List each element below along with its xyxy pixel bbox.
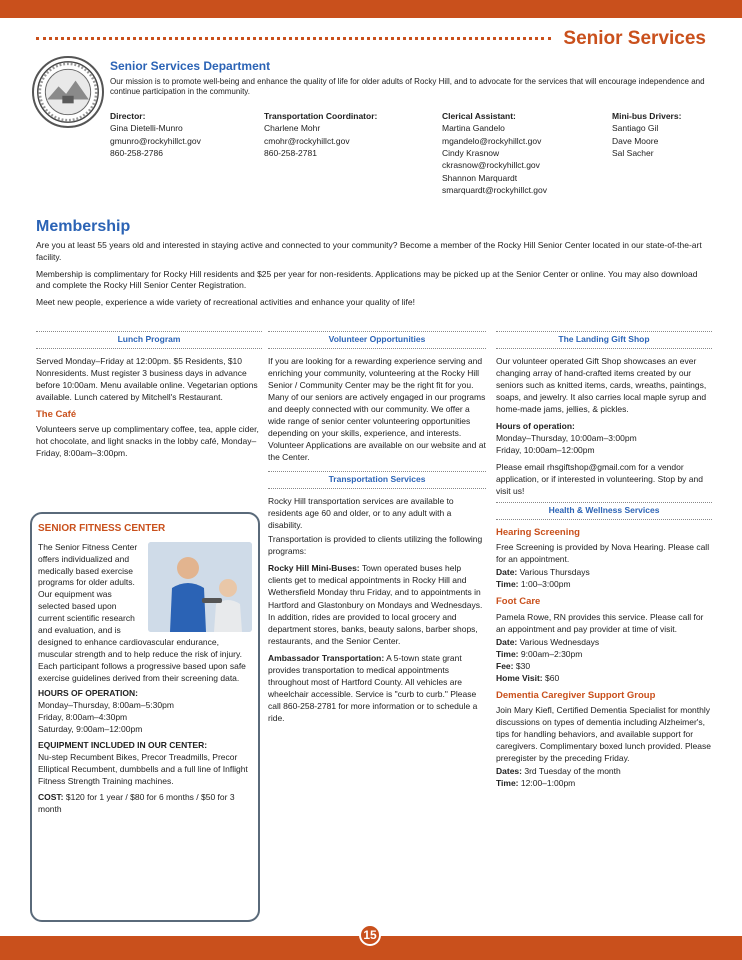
- fitness-equipment-heading: EQUIPMENT INCLUDED IN OUR CENTER:: [38, 740, 208, 751]
- gift-hours-heading: Hours of operation:: [496, 421, 575, 432]
- transportation-text: Rocky Hill transportation services are available to residents age 60 and older, or to any adult with a disability.: [268, 496, 454, 531]
- senior-fitness-center-box: [30, 512, 260, 922]
- header-dotted-rule: [36, 37, 551, 40]
- lunch-program-heading: Lunch Program: [36, 331, 262, 349]
- staff-line: Sal Sacher: [612, 147, 654, 158]
- gift-contact-text: Please email rhsgiftshop@gmail.com for a vendor application, or if interested in volunteering. Stop by and visit us!: [496, 462, 703, 497]
- staff-role: Mini-bus Drivers:: [612, 111, 682, 121]
- fitness-photo: [148, 542, 252, 632]
- staff-director: [110, 110, 260, 159]
- column-right: [496, 328, 712, 795]
- page-title: Senior Services: [563, 28, 706, 49]
- fitness-hours-line: Saturday, 9:00am–12:00pm: [38, 724, 143, 735]
- membership-title: Membership: [36, 218, 131, 235]
- gift-shop-text: Our volunteer operated Gift Shop showcases an ever changing array of hand-crafted items created by our seniors such as knitted items, cards, wreaths, paintings, soaps, and jewelry. It also carries local maple syrup and home-made jams, jellies, & pickles.: [496, 355, 707, 414]
- top-accent-bar: [0, 0, 742, 18]
- fitness-cost-text: $120 for 1 year / $80 for 6 months / $50 for 3 month: [38, 791, 235, 814]
- town-seal-logo: [32, 56, 104, 128]
- staff-role: Clerical Assistant:: [442, 111, 516, 121]
- gift-hours-line: Friday, 10:00am–12:00pm: [496, 445, 595, 456]
- hearing-date-label: Date:: [496, 567, 518, 578]
- gift-shop-heading: The Landing Gift Shop: [496, 331, 712, 349]
- minibus-text: Town operated buses help clients get to medical appointments in Rocky Hill and Wethersfield Monday thru Friday, and to appointments in Hartford and Glastonbury on Mondays and Wednesdays. In addition, rides are provided to local grocery and department stores, banks, beauty salons, barber shops, restaurants, and the Senior Center.: [268, 563, 483, 646]
- membership-paragraph: Meet new people, experience a wide variety of recreational activities and enhance your quality of life!: [36, 296, 415, 307]
- cafe-text: Volunteers serve up complimentary coffee, tea, apple cider, hot chocolate, and light snacks in the lobby café, Monday–Friday, 8:00am–3:00pm.: [36, 424, 259, 459]
- staff-line: Shannon Marquardt: [442, 172, 518, 183]
- foot-home-visit-label: Home Visit:: [496, 672, 543, 683]
- volunteer-text: If you are looking for a rewarding experience serving and enriching your community, volunteering at the Rocky Hill Senior / Community Center may be the right fit for you. Many of our seniors are actively engaged in our programs and deeply connected with our community. We offer a wide range of senior center volunteering opportunities depending on your skills, experience, and interests. Volunteer Applications are available on our website and at the Center.: [268, 355, 486, 463]
- foot-fee: $30: [515, 660, 531, 671]
- hearing-heading: Hearing Screening: [496, 527, 580, 539]
- ambassador-label: Ambassador Transportation:: [268, 652, 385, 663]
- foot-home-visit: $60: [544, 672, 560, 683]
- dementia-heading: Dementia Caregiver Support Group: [496, 689, 656, 701]
- hearing-text: Free Screening is provided by Nova Hearing. Please call for an appointment.: [496, 542, 710, 565]
- staff-email-link[interactable]: mgandelo@rockyhillct.gov: [442, 135, 542, 146]
- health-wellness-heading: Health & Wellness Services: [496, 502, 712, 520]
- staff-line: Dave Moore: [612, 135, 659, 146]
- foot-fee-label: Fee:: [496, 660, 514, 671]
- staff-email-link[interactable]: cmohr@rockyhillct.gov: [264, 135, 350, 146]
- fitness-equipment-text: Nu-step Recumbent Bikes, Precor Treadmills, Precor Elliptical Recumbent, dumbbells and a full line of Inflight Fitness Strength Training machines.: [38, 751, 248, 786]
- lunch-program-text: Served Monday–Friday at 12:00pm. $5 Residents, $10 Nonresidents. Must register 3 business days in advance before 10:00am. Menu available online. Vegetarian options available. Lunch catered by Mitchell's Restaurant.: [36, 355, 258, 402]
- column-middle: [268, 328, 486, 729]
- transportation-text: Transportation is provided to clients utilizing the following programs:: [268, 534, 483, 557]
- page-number: 15: [359, 924, 381, 946]
- gift-hours-line: Monday–Thursday, 10:00am–3:00pm: [496, 433, 637, 444]
- staff-email-link[interactable]: smarquardt@rockyhillct.gov: [442, 184, 547, 195]
- staff-line: Charlene Mohr: [264, 123, 321, 134]
- staff-transportation-coordinator: [264, 110, 434, 159]
- transportation-heading: Transportation Services: [268, 471, 486, 489]
- membership-paragraph: Are you at least 55 years old and interested in staying active and connected to your community? Become a member of the Rocky Hill Senior Center located in our state-of-the-art facility.: [36, 240, 702, 262]
- foot-time: 9:00am–2:30pm: [520, 648, 583, 659]
- staff-line: Santiago Gil: [612, 123, 659, 134]
- fitness-cost-label: COST:: [38, 791, 64, 802]
- volunteer-heading: Volunteer Opportunities: [268, 331, 486, 349]
- foot-care-heading: Foot Care: [496, 596, 541, 608]
- department-mission: Our mission is to promote well-being and enhance the quality of life for older adults of Rocky Hill, and to advocate for the services that will encourage independence and continue participation in the community.: [110, 76, 705, 96]
- column-left: [36, 328, 262, 464]
- staff-line: Gina Dietelli-Munro: [110, 123, 183, 134]
- staff-role: Transportation Coordinator:: [264, 111, 378, 121]
- fitness-hours-heading: HOURS OF OPERATION:: [38, 688, 138, 699]
- dementia-dates-label: Dates:: [496, 766, 522, 777]
- fitness-hours-line: Monday–Thursday, 8:00am–5:30pm: [38, 700, 174, 711]
- fitness-hours-line: Friday, 8:00am–4:30pm: [38, 712, 128, 723]
- staff-line: Martina Gandelo: [442, 123, 505, 134]
- page-header: [36, 26, 706, 48]
- dementia-text: Join Mary Kiefl, Certified Dementia Specialist for monthly discussions on types of dementia including Alzheimer's, tips for handling behaviors, and available support for caregivers. Complimentary boxed lunch provided. Please preregister by the preceding Friday.: [496, 705, 711, 764]
- hearing-date: Various Thursdays: [519, 567, 590, 578]
- fitness-trainer-image-icon: [148, 542, 252, 632]
- foot-date: Various Wednesdays: [519, 636, 600, 647]
- ambassador-text: A 5-town state grant provides transportation to medical appointments throughout most of Hartford County. All vehicles are wheelchair accessible. Service is "curb to curb." Please call 860-258-2781 for more information or to schedule a ride.: [268, 652, 478, 724]
- department-title: Senior Services Department: [110, 59, 271, 73]
- dementia-time-label: Time:: [496, 778, 519, 789]
- staff-line: Cindy Krasnow: [442, 147, 500, 158]
- membership-paragraph: Membership is complimentary for Rocky Hill residents and $25 per year for non-residents. Applications may be picked up at the Senior Center or online. You may also download and complete the Rocky Hill Senior Center Registration.: [36, 268, 698, 291]
- senior-services-department: [110, 58, 710, 97]
- cafe-heading: The Café: [36, 408, 77, 420]
- staff-email-link[interactable]: gmunro@rockyhillct.gov: [110, 135, 201, 146]
- foot-care-text: Pamela Rowe, RN provides this service. Please call for an appointment and pay provider at time of visit.: [496, 611, 704, 634]
- staff-phone: 860-258-2786: [110, 147, 163, 158]
- seal-icon: [34, 58, 102, 126]
- hearing-time-label: Time:: [496, 579, 519, 590]
- staff-phone: 860-258-2781: [264, 147, 317, 158]
- foot-date-label: Date:: [496, 636, 518, 647]
- staff-clerical-assistant: [442, 110, 607, 196]
- staff-minibus-drivers: [612, 110, 712, 159]
- staff-email-link[interactable]: ckrasnow@rockyhillct.gov: [442, 160, 540, 171]
- dementia-time: 12:00–1:00pm: [520, 778, 576, 789]
- foot-time-label: Time:: [496, 648, 519, 659]
- hearing-time: 1:00–3:00pm: [520, 579, 571, 590]
- dementia-dates: 3rd Tuesday of the month: [524, 766, 621, 777]
- fitness-intro: The Senior Fitness Center offers individualized and medically based exercise programs for older adults. Our equipment was selected based upon current scientific research and evaluation, and is designed to enhance cardiovascular endurance, muscular strength and to help reduce the risk of injury. Each participant follows a progressive based upon safe exercise guidelines derived from their screening data.: [38, 541, 246, 683]
- staff-role: Director:: [110, 111, 146, 121]
- minibus-label: Rocky Hill Mini-Buses:: [268, 563, 360, 574]
- fitness-title: SENIOR FITNESS CENTER: [38, 523, 166, 534]
- membership-section: [36, 216, 710, 314]
